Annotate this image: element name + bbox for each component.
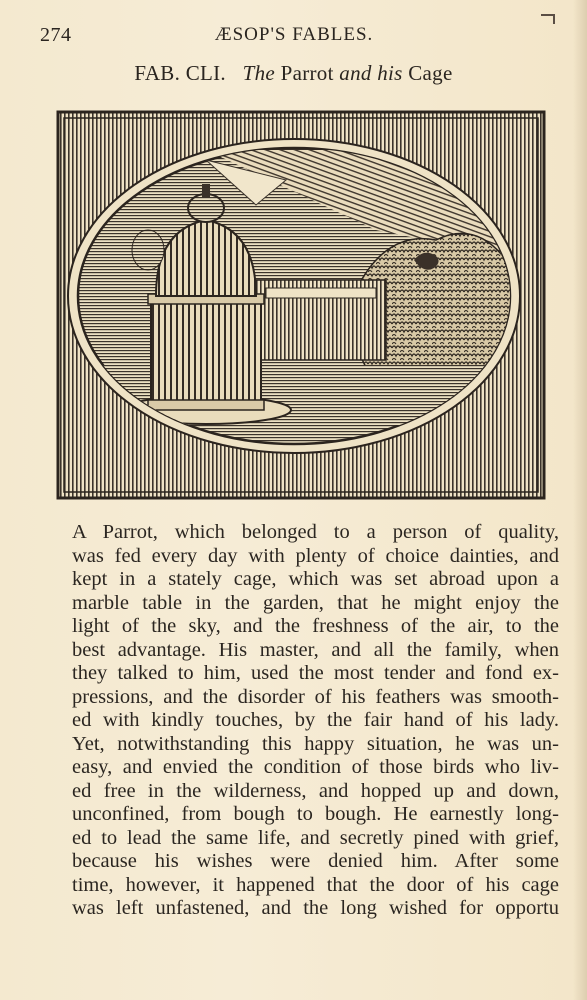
body-line: pressions, and the disorder of his feathers was smooth- [72,685,559,708]
body-line: kept in a stately cage, which was set abroad upon a [72,568,559,590]
page-header [40,24,560,48]
fable-number: FAB. CLI. [134,61,226,85]
body-line: Yet, notwithstanding this happy situation, he was un- [72,732,559,755]
running-head: ÆSOP'S FABLES. [214,24,374,45]
fable-body [48,521,559,921]
corner-mark-icon [541,14,555,24]
body-line: was fed every day with plenty of choice dainties, and [72,544,559,567]
body-line: marble table in the garden, that he might enjoy the [72,591,559,614]
body-line: ed free in the wilderness, and hopped up and down, [72,779,559,802]
body-line: light of the sky, and the freshness of the air, to the [72,615,559,637]
page-edge-shadow [573,0,587,1000]
body-line: they talked to him, used the most tender and fond ex- [72,662,559,684]
fable-title-cage: Cage [408,61,453,85]
body-line: A Parrot, which belonged to a person of quality, [72,521,559,543]
body-line: easy, and envied the condition of those birds who liv- [72,756,559,778]
fable-title-parrot: Parrot [280,61,334,85]
page-number: 274 [40,24,72,46]
body-line: unconfined, from bough to bough. He earnestly long- [72,803,559,825]
body-line: ed with kindly touches, by the fair hand of his lady. [72,709,559,731]
woodcut-parrot-cage-icon [56,110,546,500]
fable-title [0,61,587,86]
body-line: best advantage. His master, and all the family, when [72,638,559,661]
body-line: ed to lead the same life, and secretly pined with grief, [72,826,559,849]
body-line: because his wishes were denied him. After some [72,850,559,872]
body-line: time, however, it happened that the door of his cage [72,873,559,896]
body-line: was left unfastened, and the long wished for opportu [72,897,559,919]
fable-title-the: The [242,61,276,85]
fable-title-and-his: and his [339,61,403,85]
